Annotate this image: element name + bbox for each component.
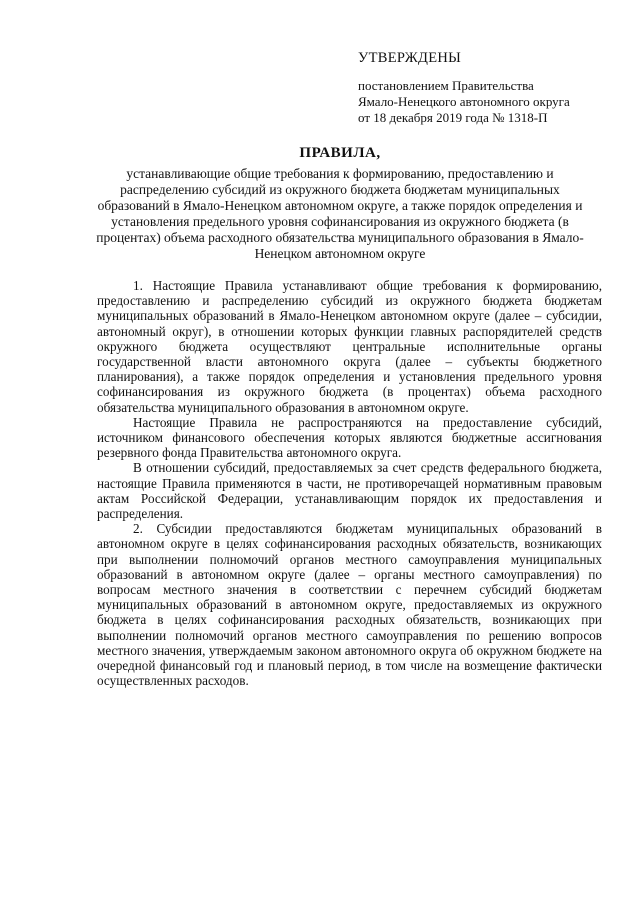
approval-heading: УТВЕРЖДЕНЫ — [358, 50, 462, 66]
title-main: ПРАВИЛА, — [299, 145, 381, 161]
approval-line-3: от 18 декабря 2019 года № 1318-П — [358, 110, 548, 125]
title-subtitle: устанавливающие общие требования к формированию, предоставлению и распределению субсидий из окружного бюджета бюджетам муниципальных образований в Ямало-Ненецком автономном округе, а также порядок определения и установления предельного уровня софинансирования из окружного бюджета (в процентах) объема расходного обязательства муниципального образования в Ямало-Ненецком автономном округе — [96, 166, 584, 261]
approval-line-2: Ямало-Ненецкого автономного округа — [358, 94, 570, 109]
paragraph: В отношении субсидий, предоставляемых за счет средств федерального бюджета, настоящие Правила применяются в части, не противоречащей нормативным правовым актам Российской Федерации, устанавливающим порядок их предоставления и распределения. — [97, 460, 602, 522]
document-body — [97, 278, 602, 688]
approval-line-1: постановлением Правительства — [358, 78, 534, 93]
paragraph: Настоящие Правила не распространяются на предоставление субсидий, источником финансового обеспечения которых являются бюджетные ассигнования резервного фонда Правительства автономного округа. — [97, 414, 602, 461]
paragraph: 2. Субсидии предоставляются бюджетам муниципальных образований в автономном округе в целях софинансирования расходных обязательств, возникающих при выполнении полномочий органов местного самоуправления муниципальных образований в автономном округе (далее – органы местного самоуправления) по вопросам местного значения в соответствии с перечнем субсидий бюджетам муниципальных образований в автономном округе, предоставляемых из окружного бюджета в целях софинансирования расходных обязательств, возникающих при выполнении полномочий органов местного самоуправления по решению вопросов местного значения, утверждаемым законом автономного округа об окружном бюджете на очередной финансовый год и плановый период, в том числе на возмещение фактически осуществленных расходов. — [97, 521, 602, 689]
document-title — [60, 145, 620, 262]
approval-stamp — [358, 50, 628, 126]
paragraph: 1. Настоящие Правила устанавливают общие требования к формированию, предоставлению и распределению субсидий из окружного бюджета бюджетам муниципальных образований в Ямало-Ненецком автономном округе (далее – субсидии, автономный округ), в отношении которых функции главных распорядителей средств окружного бюджета осуществляют центральные исполнительные органы государственной власти автономного округа (далее – субъекты бюджетного планирования), а также порядок определения и установления предельного уровня софинансирования из окружного бюджета (в процентах) объема расходного обязательства муниципального образования в автономном округе. — [97, 278, 602, 415]
